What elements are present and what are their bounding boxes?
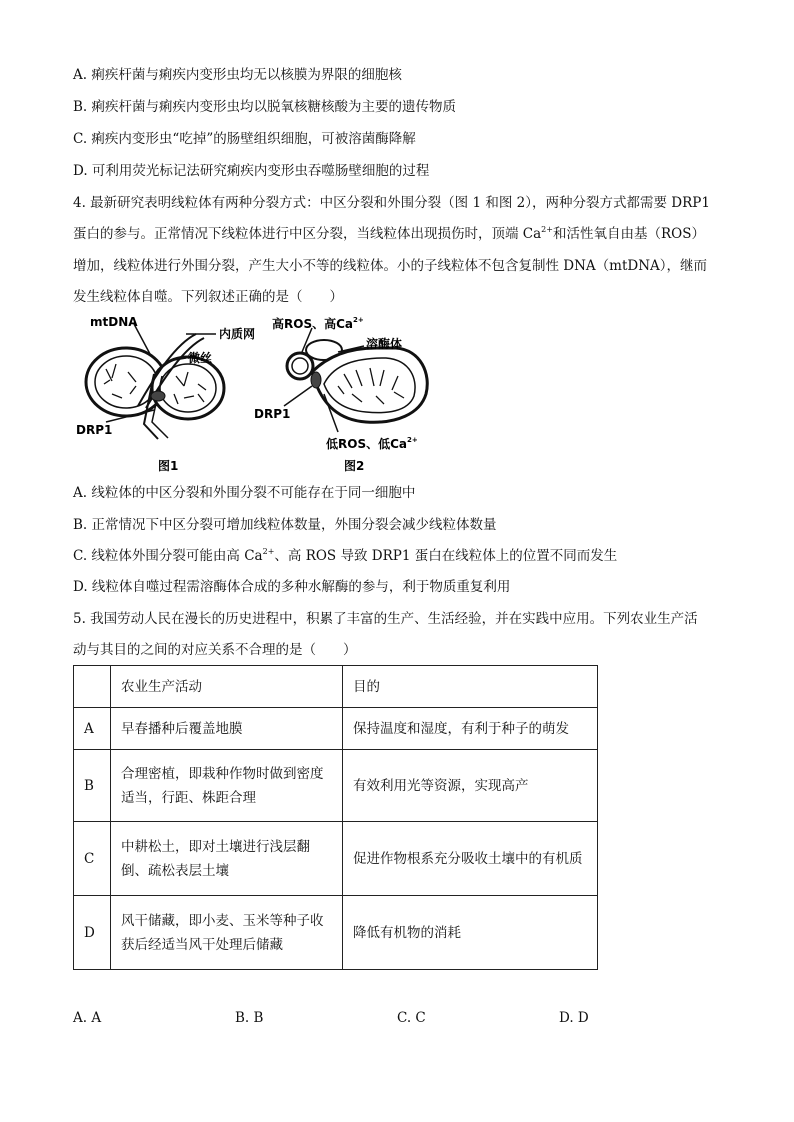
table-row — [74, 708, 598, 750]
q4-stem-line-4: 发生线粒体自噬。下列叙述正确的是（ ） — [73, 289, 343, 305]
table-row — [74, 822, 598, 896]
table-cell-purpose: 促进作物根系充分吸收土壤中的有机质 — [343, 822, 598, 896]
mitochondria-figure — [76, 314, 436, 474]
q5-choice-d: D. D — [559, 1010, 589, 1026]
q3-option-d: D. 可利用荧光标记法研究痢疾内变形虫吞噬肠壁细胞的过程 — [73, 163, 430, 179]
table-cell-purpose: 有效利用光等资源，实现高产 — [343, 750, 598, 822]
fig1-label-er: 内质网 — [219, 327, 256, 341]
q5-stem-line-2: 动与其目的之间的对应关系不合理的是（ ） — [73, 642, 357, 658]
table-cell-label: C — [74, 822, 111, 896]
q5-stem-line-1: 5. 我国劳动人民在漫长的历史进程中，积累了丰富的生产、生活经验，并在实践中应用。下列农业生产活 — [73, 611, 698, 627]
fig2-label-low: 低ROS、低$Ca^{2+}$ — [326, 436, 418, 451]
fig2-diagram — [284, 328, 427, 432]
q3-option-b: B. 痢疾杆菌与痢疾内变形虫均以脱氧核糖核酸为主要的遗传物质 — [73, 99, 457, 115]
table-cell-activity: 早春播种后覆盖地膜 — [111, 708, 343, 750]
agriculture-table — [73, 665, 598, 970]
table-cell-label: B — [74, 750, 111, 822]
fig2-label-drp1: DRP1 — [254, 407, 291, 421]
table-row — [74, 750, 598, 822]
q5-choice-a: A. A — [73, 1010, 102, 1026]
table-cell-label: A — [74, 708, 111, 750]
q4-option-a: A. 线粒体的中区分裂和外围分裂不可能存在于同一细胞中 — [73, 485, 416, 501]
fig2-caption: 图2 — [344, 459, 365, 473]
q4-stem-line-1: 4. 最新研究表明线粒体有两种分裂方式：中区分裂和外围分裂（图 1 和图 2），两种分裂方式都需要 DRP1 — [73, 195, 710, 211]
table-cell-activity: 中耕松土，即对土壤进行浅层翻倒、疏松表层土壤 — [111, 822, 343, 896]
q4-option-d: D. 线粒体自噬过程需溶酶体合成的多种水解酶的参与，利于物质重复利用 — [73, 579, 511, 595]
table-header-row — [74, 666, 598, 708]
fig2-label-lysosome: 溶酶体 — [366, 337, 403, 351]
q4-option-c: C. 线粒体外围分裂可能由高 $Ca^{2+}$、高 ROS 导致 DRP1 蛋白在线粒体上的位置不同而发生 — [73, 547, 618, 564]
fig1-label-microfilament: 微丝 — [188, 351, 213, 365]
table-cell-purpose: 降低有机物的消耗 — [343, 896, 598, 970]
q4-stem-line-3: 增加，线粒体进行外围分裂，产生大小不等的线粒体。小的子线粒体不包含复制性 DNA（mtDNA），继而 — [73, 258, 708, 274]
q4-option-b: B. 正常情况下中区分裂可增加线粒体数量，外围分裂会减少线粒体数量 — [73, 517, 497, 533]
q3-option-a: A. 痢疾杆菌与痢疾内变形虫均无以核膜为界限的细胞核 — [73, 67, 402, 83]
fig1-caption: 图1 — [158, 459, 179, 473]
fig1-label-mtdna: mtDNA — [90, 315, 138, 329]
q3-option-c: C. 痢疾内变形虫“吃掉”的肠壁组织细胞，可被溶菌酶降解 — [73, 131, 416, 147]
table-cell-activity: 风干储藏，即小麦、玉米等种子收获后经适当风干处理后储藏 — [111, 896, 343, 970]
q5-choice-b: B. B — [235, 1010, 264, 1026]
fig1-diagram — [86, 324, 224, 439]
table-header-activity: 农业生产活动 — [111, 666, 343, 708]
q4-stem-line-2: 蛋白的参与。正常情况下线粒体进行中区分裂，当线粒体出现损伤时，顶端 $Ca^{2+}$和活性氧自由基（ROS） — [73, 225, 705, 242]
q5-choice-c: C. C — [397, 1010, 426, 1026]
table-cell-activity: 合理密植，即栽种作物时做到密度适当，行距、株距合理 — [111, 750, 343, 822]
table-cell-purpose: 保持温度和湿度，有利于种子的萌发 — [343, 708, 598, 750]
table-cell-label: D — [74, 896, 111, 970]
table-header-cell — [74, 666, 111, 708]
fig1-label-drp1: DRP1 — [76, 423, 113, 437]
table-row — [74, 896, 598, 970]
table-header-purpose: 目的 — [343, 666, 598, 708]
fig2-label-high: 高ROS、高$Ca^{2+}$ — [272, 316, 364, 331]
